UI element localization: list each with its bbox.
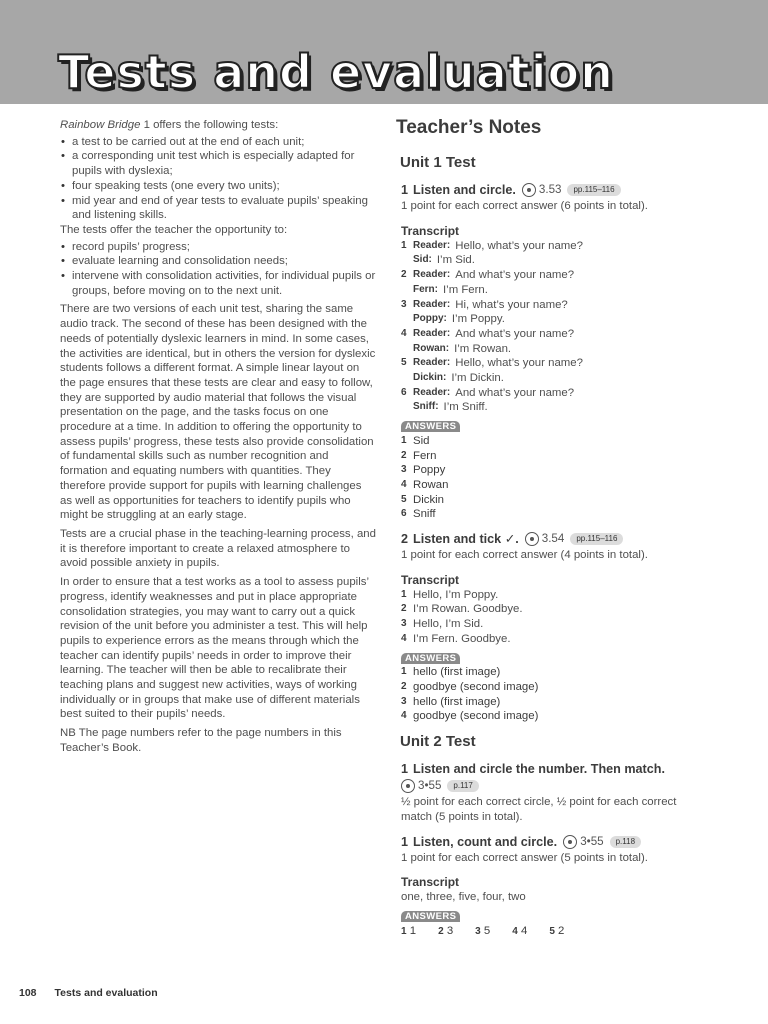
spacer [396, 825, 696, 833]
transcript-response [401, 400, 696, 415]
answer-row [401, 680, 696, 695]
task-label: Listen, count and circle. [413, 834, 558, 849]
scoring-note: ½ point for each correct circle, ½ point for each correct match (5 points in total). [401, 796, 677, 823]
transcript-num: 1 [401, 239, 407, 251]
answer-text: Sniff [413, 508, 436, 521]
transcript-line: I’m Sniff. [443, 401, 488, 414]
list-item: • mid year and end of year tests to evaluate pupils’ speaking and listening skills. [60, 194, 376, 223]
answer-num: 4 [512, 925, 518, 937]
footer-section: Tests and evaluation [54, 987, 158, 999]
transcript-line: And what’s your name? [455, 386, 575, 399]
transcript-num: 4 [401, 632, 407, 644]
answer-text: goodbye (second image) [413, 710, 539, 723]
speaker: Sniff: [413, 401, 439, 413]
list-item: • evaluate learning and consolidation needs; [60, 254, 376, 269]
audio-cd-icon [522, 183, 536, 197]
transcript-line: I’m Dickin. [451, 372, 504, 385]
answers-badge: ANSWERS [401, 653, 460, 664]
list-item: • intervene with consolidation activities, for individual pupils or groups, before moving on to the next unit. [60, 269, 376, 298]
speaker: Reader: [413, 327, 451, 339]
answer-text: 4 [520, 924, 528, 937]
transcript-num: 6 [401, 386, 407, 398]
speaker: Reader: [413, 298, 451, 310]
transcript-list [396, 239, 696, 415]
page-ref-badge: p.118 [610, 836, 641, 848]
transcript-line: I’m Fern. Goodbye. [413, 632, 511, 645]
speaker: Dickin: [413, 372, 447, 384]
transcript-num: 1 [401, 588, 407, 600]
page-ref-badge: pp.115–116 [570, 533, 623, 545]
unit1-task1-heading [401, 181, 696, 199]
transcript-row [401, 617, 696, 632]
answer-pair [401, 924, 427, 940]
transcript-line: Hello, what’s your name? [455, 239, 583, 252]
answer-row [401, 709, 696, 724]
answer-pair [438, 924, 464, 940]
intro-rest: 1 offers the following tests: [140, 119, 279, 131]
paragraph-revision: In order to ensure that a test works as a tool to assess pupils’ progress, identify weaknesses and put in place appropriate consolidation strategies, you may want to carry out a quick revision of the unit before you administer a test. This will help pupils to experience errors as the means through which the teacher can identify pupils’ needs in order to improve their learning. The teacher will then be able to recalibrate their teaching plans and suggest new activities, ways of working individually or in groups that make use of different materials best suited to their pupils’ needs. [60, 576, 369, 721]
transcript-list [396, 588, 696, 647]
answer-pair [512, 924, 538, 940]
answer-num: 3 [401, 464, 407, 476]
transcript-line: Hello, I’m Poppy. [413, 588, 499, 601]
answer-num: 5 [401, 493, 407, 505]
answer-num: 6 [401, 508, 407, 520]
answer-text: Fern [413, 449, 437, 462]
teachers-notes-column [396, 116, 696, 939]
unit1-task2-heading [401, 530, 696, 548]
unit2-task2-heading [401, 833, 696, 851]
answers-badge: ANSWERS [401, 421, 460, 432]
opportunities-list [60, 240, 376, 299]
transcript-num: 5 [401, 357, 407, 369]
opportunity-intro: The tests offer the teacher the opportunity to: [60, 223, 288, 236]
answer-text: 3 [446, 924, 454, 937]
speaker: Fern: [413, 283, 438, 295]
answer-row [401, 493, 696, 508]
transcript-response [401, 342, 696, 357]
header-banner [0, 0, 768, 104]
answer-num: 3 [401, 695, 407, 707]
book-title: Rainbow Bridge [60, 119, 141, 131]
list-item: • a test to be carried out at the end of each unit; [60, 135, 376, 150]
answer-row [401, 449, 696, 464]
list-item: • a corresponding unit test which is especially adapted for pupils with dyslexia; [60, 149, 376, 178]
track-number: 3•55 [580, 834, 604, 848]
transcript-heading: Transcript [401, 875, 460, 890]
page-footer [19, 987, 158, 999]
tests-list [60, 135, 376, 223]
answer-row [401, 507, 696, 522]
answer-num: 2 [438, 925, 444, 937]
answer-row [401, 463, 696, 478]
page-ref-badge: p.117 [447, 780, 478, 792]
answer-text: hello (first image) [413, 666, 501, 679]
transcript-row [401, 298, 696, 313]
answer-text: 1 [409, 924, 417, 937]
transcript-row [401, 386, 696, 401]
answer-row [401, 665, 696, 680]
transcript-line: Hi, what’s your name? [455, 298, 568, 311]
intro-column [60, 118, 376, 758]
task-label: Listen and tick ✓. [413, 532, 519, 547]
answer-pair [475, 924, 501, 940]
transcript-line: I’m Sid. [436, 254, 475, 267]
answer-pair [549, 924, 575, 940]
task-label: Listen and circle the number. Then match. [413, 762, 665, 777]
task-number: 1 [401, 762, 409, 777]
transcript-row [401, 239, 696, 254]
answer-num: 5 [549, 925, 555, 937]
transcript-text: one, three, five, four, two [401, 891, 526, 904]
transcript-response [401, 371, 696, 386]
transcript-response [401, 283, 696, 298]
audio-cd-icon [401, 779, 415, 793]
transcript-line: And what’s your name? [455, 327, 575, 340]
spacer [396, 522, 696, 530]
transcript-line: Hello, I’m Sid. [413, 618, 484, 631]
answer-text: Dickin [413, 493, 445, 506]
answer-text: Poppy [413, 464, 446, 477]
transcript-line: Hello, what’s your name? [455, 357, 583, 370]
transcript-num: 2 [401, 269, 407, 281]
page-title: Tests and evaluation [58, 45, 614, 99]
answer-text: 5 [483, 924, 491, 937]
transcript-response [401, 312, 696, 327]
audio-cd-icon [563, 835, 577, 849]
answer-row [401, 478, 696, 493]
spacer [396, 724, 696, 732]
transcript-line: I’m Rowan. Goodbye. [413, 603, 523, 616]
answer-text: Sid [413, 434, 430, 447]
transcript-row [401, 327, 696, 342]
answers-badge: ANSWERS [401, 911, 460, 922]
answer-row [401, 434, 696, 449]
transcript-row [401, 632, 696, 647]
unit-2-title: Unit 2 Test [400, 733, 476, 751]
speaker: Reader: [413, 239, 451, 251]
list-item: • four speaking tests (one every two units); [60, 179, 376, 194]
speaker: Rowan: [413, 342, 450, 354]
answer-text: 2 [558, 924, 565, 937]
transcript-num: 3 [401, 298, 407, 310]
audio-cd-icon [525, 532, 539, 546]
answer-num: 3 [475, 925, 481, 937]
transcript-response [401, 253, 696, 268]
intro-line [60, 118, 376, 133]
answer-row [401, 695, 696, 710]
transcript-line: I’m Rowan. [454, 342, 512, 355]
transcript-row [401, 268, 696, 283]
answer-num: 4 [401, 710, 407, 722]
answer-text: goodbye (second image) [413, 680, 539, 693]
transcript-num: 2 [401, 603, 407, 615]
page-ref-badge: pp.115–116 [567, 184, 620, 196]
speaker: Reader: [413, 269, 451, 281]
speaker: Sid: [413, 254, 432, 266]
answers-inline [401, 924, 696, 940]
transcript-row [401, 602, 696, 617]
page-number: 108 [19, 987, 37, 999]
answer-num: 4 [401, 478, 407, 490]
scoring-note: 1 point for each correct answer (5 points in total). [401, 851, 648, 864]
answer-num: 1 [401, 434, 407, 446]
scoring-note: 1 point for each correct answer (6 points in total). [401, 200, 648, 212]
paragraph-nb: NB The page numbers refer to the page numbers in this Teacher’s Book. [60, 727, 342, 754]
track-number: 3.54 [541, 532, 565, 546]
transcript-num: 3 [401, 618, 407, 630]
unit2-task1-audio [401, 777, 696, 795]
task-number: 1 [401, 183, 409, 197]
task-label: Listen and circle. [413, 183, 516, 197]
answer-num: 1 [401, 666, 407, 678]
transcript-line: And what’s your name? [455, 269, 575, 282]
transcript-line: I’m Poppy. [451, 313, 505, 326]
speaker: Reader: [413, 357, 451, 369]
transcript-line: I’m Fern. [443, 283, 488, 296]
notes-title: Teacher’s Notes [396, 117, 542, 138]
answer-text: hello (first image) [413, 695, 501, 708]
paragraph-crucial-phase: Tests are a crucial phase in the teaching-learning process, and it is therefore important to create a relaxed atmosphere to avoid possible anxiety in pupils. [60, 527, 376, 570]
answer-num: 2 [401, 680, 407, 692]
scoring-note: 1 point for each correct answer (4 points in total). [401, 549, 648, 562]
task-number: 2 [401, 532, 409, 547]
answers-list [396, 665, 696, 724]
answer-num: 2 [401, 449, 407, 461]
speaker: Poppy: [413, 313, 447, 325]
task-number: 1 [401, 834, 409, 849]
transcript-row [401, 356, 696, 371]
paragraph-versions: There are two versions of each unit test, sharing the same audio track. The second of these has been designed with the needs of potentially dyslexic learners in mind. In some cases, the activities are identical, but in others the version for dyslexic students follows a different format. A simple linear layout on the page ensures that these tests are clear and easy to follow, they are supported by audio material that follows the visual presentation on the page, and the tasks focus on one procedure at a time. In addition to offering the opportunity to assess pupils’ progress, these tests also provide consolidation of fundamental skills such as number recognition and formation and equating numbers with quantities. They therefore provide support for pupils with learning challenges as well as opportunities for teachers to identify pupils who might be struggling at an early stage. [60, 303, 376, 522]
transcript-num: 4 [401, 327, 407, 339]
track-number: 3.53 [538, 183, 562, 196]
unit2-task1-heading [401, 760, 696, 778]
answer-text: Rowan [413, 478, 449, 491]
track-number: 3•55 [418, 779, 442, 793]
transcript-heading: Transcript [401, 223, 460, 238]
speaker: Reader: [413, 386, 451, 398]
transcript-row [401, 588, 696, 603]
list-item: • record pupils’ progress; [60, 240, 376, 255]
answer-num: 1 [401, 925, 407, 937]
unit-1-title: Unit 1 Test [400, 154, 476, 171]
answers-list [396, 434, 696, 522]
transcript-heading: Transcript [401, 572, 460, 587]
